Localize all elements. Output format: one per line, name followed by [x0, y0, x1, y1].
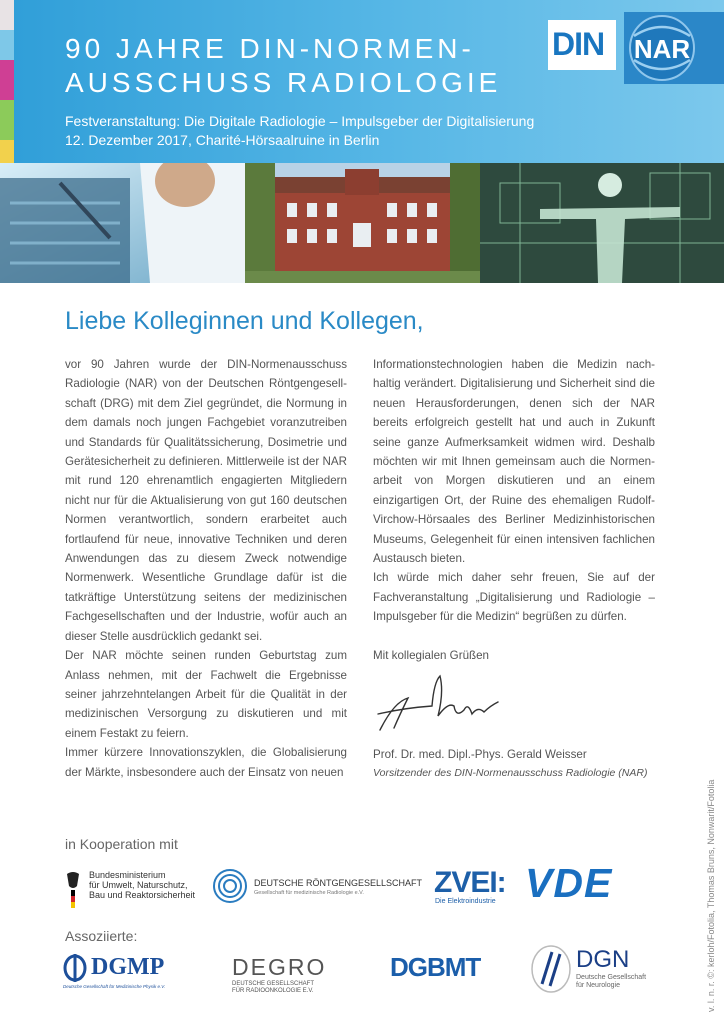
body-column-left — [65, 355, 347, 782]
vde-wordmark: VDE — [525, 860, 613, 906]
paragraph: Immer kürzere Innovationszyklen, die Globalisierung der Märkte, insbesondere auch der Einsatz von neuen — [65, 746, 347, 779]
body-column-right — [373, 355, 655, 665]
zvei-wordmark: ZVEI: — [434, 866, 506, 899]
event-subtitle — [65, 112, 534, 150]
dgmp-wordmark: DGMP — [91, 954, 165, 980]
bmu-line: Bundesministerium — [89, 870, 166, 880]
vde-logo — [525, 860, 655, 906]
drg-subtitle: Gesellschaft für medizinische Radiologie e.V. — [254, 890, 364, 896]
paragraph: Ich würde mich daher sehr freuen, Sie auf der Fachveranstaltung „Digitalisierung und Radiologie – Impulsgeber für die Medizin“ begrüßen zu dürfen. — [373, 571, 655, 624]
din-logo: DIN — [548, 20, 616, 70]
degro-subtitle: DEUTSCHE GESELLSCHAFT — [232, 981, 315, 987]
signer-role: Vorsitzender des DIN-Normenausschuss Radiologie (NAR) — [373, 767, 648, 779]
color-stripe — [0, 140, 14, 163]
photo-xray-doctor — [0, 163, 245, 283]
signature-image — [374, 672, 504, 740]
signer-name: Prof. Dr. med. Dipl.-Phys. Gerald Weisser — [373, 748, 587, 761]
title-line-2: AUSSCHUSS RADIOLOGIE — [65, 67, 502, 98]
photo-strip — [0, 163, 724, 283]
dgn-subtitle: für Neurologie — [576, 982, 620, 989]
closing-salutation: Mit kollegialen Grüßen — [373, 649, 489, 663]
paragraph: Informationstechnologien haben die Medizin nach-haltig verändert. Digitalisierung und Sicherheit sind die neuen Herausforderungen, denen sich der NAR bereits erfolgreich gestellt hat und auch in Zukunft seine ganze Aufmerksamkeit widmen wird. Deshalb möchten wir mit Ihnen gemeinsam auch die Normen-arbeit von Morgen diskutieren und an einem einzigartigen Ort, der Ruine des ehemaligen Rudolf-Virchow-Hörsaales des Berliner Medizinhistorischen Museums, Gelegenheit für einen intensiven fachlichen Austausch bieten. — [373, 358, 655, 566]
page-title — [65, 32, 501, 100]
photo-charite-building — [245, 163, 480, 283]
event-date-location: 12. Dezember 2017, Charité-Hörsaalruine in Berlin — [65, 132, 380, 148]
color-stripe — [0, 60, 14, 100]
bmu-line: für Umwelt, Naturschutz, — [89, 880, 188, 890]
cooperation-label: in Kooperation mit — [65, 836, 178, 852]
color-stripe — [0, 100, 14, 140]
dgn-subtitle: Deutsche Gesellschaft — [576, 974, 647, 981]
greeting-heading: Liebe Kolleginnen und Kollegen, — [65, 307, 424, 335]
event-name: Festveranstaltung: Die Digitale Radiologie – Impulsgeber der Digitalisierung — [65, 113, 535, 129]
zvei-subtitle: Die Elektroindustrie — [435, 898, 496, 905]
dgn-wordmark: DGN — [576, 946, 630, 973]
title-line-1: 90 JAHRE DIN-NORMEN- — [65, 33, 475, 64]
dgmp-subtitle: Deutsche Gesellschaft für Medizinische Physik e.V. — [63, 984, 166, 989]
header-banner — [0, 0, 724, 163]
degro-wordmark: DEGRO — [232, 954, 327, 980]
drg-name: DEUTSCHE RÖNTGENGESELLSCHAFT — [254, 878, 423, 888]
paragraph: Der NAR möchte seinen runden Geburtstag zum Anlass nehmen, mit der Fachwelt die Ergebnisse seiner jahrzehntelangen Arbeit für die Qualität in der medizinischen Versorgung zu diskutieren und mit einem Festakt zu feiern. — [65, 649, 347, 740]
drg-logo — [210, 868, 423, 904]
nar-logo-text: NAR — [633, 34, 691, 64]
color-stripe — [0, 0, 14, 30]
degro-logo — [232, 954, 342, 996]
degro-subtitle: FÜR RADIOONKOLOGIE E.V. — [232, 988, 314, 994]
dgmp-logo — [63, 952, 183, 992]
dgbmt-logo — [390, 952, 490, 986]
bmu-logo — [63, 868, 203, 908]
photo-credit: v. l. n. r. ©: kerloh/Fotolia, Thomas Bruns, Nonwarit/Fotolia — [706, 779, 716, 1012]
zvei-logo — [434, 866, 514, 908]
photo-digital-body — [480, 163, 724, 283]
nar-logo — [624, 12, 724, 84]
bmu-line: Bau und Reaktorsicherheit — [89, 890, 196, 900]
color-stripe — [0, 30, 14, 60]
paragraph: vor 90 Jahren wurde der DIN-Normenausschuss Radiologie (NAR) von der Deutschen Röntgengesell-schaft (DRG) mit dem Ziel gegründet, die Normung in dem damals noch jungen Fachgebiet voranzutreiben und Standards für Qualitätssicherung, Dosimetrie und Gerätesicherheit zu definieren. Mittlerweile ist der NAR mit rund 120 ehrenamtlich engagierten Mitgliedern nicht nur für die Aktualisierung von gut 160 deutschen Normen verantwortlich, sondern erarbeitet auch fortlaufend für neue, innovative Techniken und deren Anwendungen das zu diesem Zweck notwendige Normenwerk. Wesentliche Grundlage dafür ist die tatkräftige Unterstützung seitens der medizinischen Fachgesellschaften und der Industrie, wofür auch an dieser Stelle ausdrücklich gedankt sei. — [65, 358, 347, 643]
dgn-logo — [530, 944, 660, 996]
associates-label: Assoziierte: — [65, 928, 138, 944]
dgbmt-wordmark: DGBMT — [390, 952, 481, 982]
